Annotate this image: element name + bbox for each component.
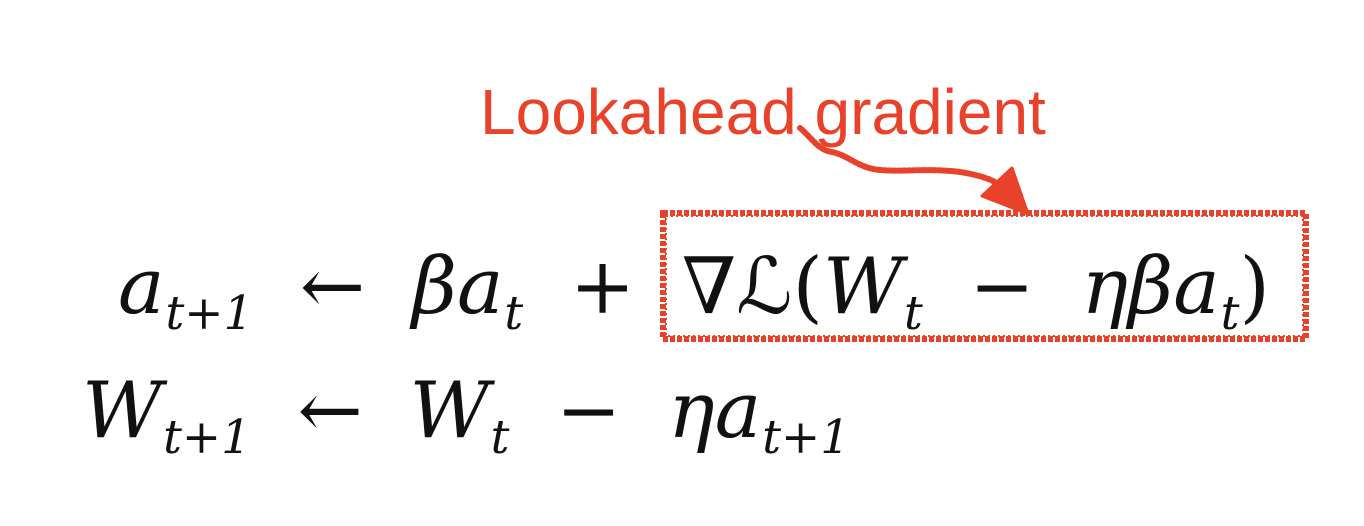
eq2-a-sub: t+1 (762, 411, 850, 466)
eq1-nabla: ∇ (681, 242, 737, 332)
eq2-W-sub: t (490, 411, 510, 466)
eq1-eta: η (1081, 242, 1129, 332)
eq1-W: W (822, 242, 904, 332)
eq1-arrow: ← (299, 242, 366, 332)
eq1-a2: a (1173, 242, 1220, 332)
eq1-beta2: β (1128, 242, 1174, 332)
eq1-a-sub: t (504, 287, 524, 342)
eq1-open-paren: ( (792, 242, 823, 332)
eq2-W: W (409, 366, 490, 456)
eq2-arrow: ← (297, 366, 363, 456)
eq1-a2-sub: t (1220, 287, 1240, 342)
eq1-W-sub: t (903, 287, 923, 342)
eq1-beta: β (411, 242, 457, 332)
eq2-a: a (714, 366, 762, 456)
eq1-loss: ℒ (736, 242, 793, 332)
arrow-head-icon (982, 168, 1028, 214)
eq1-close-paren: ) (1239, 242, 1270, 332)
lookahead-gradient-label: Lookahead gradient (480, 76, 1046, 148)
eq2-lhs-sub: t+1 (163, 411, 251, 466)
eq1-minus: − (969, 242, 1035, 332)
eq1-lhs-var: a (118, 242, 165, 332)
eq2-minus: − (556, 366, 622, 456)
equation-weight-update (82, 366, 850, 466)
eq1-plus: + (569, 242, 636, 332)
eq1-lhs-sub: t+1 (165, 287, 254, 342)
equation-velocity-update (118, 242, 1270, 342)
eq1-a: a (456, 242, 504, 332)
eq2-eta: η (668, 366, 715, 456)
eq2-lhs-var: W (82, 366, 163, 456)
